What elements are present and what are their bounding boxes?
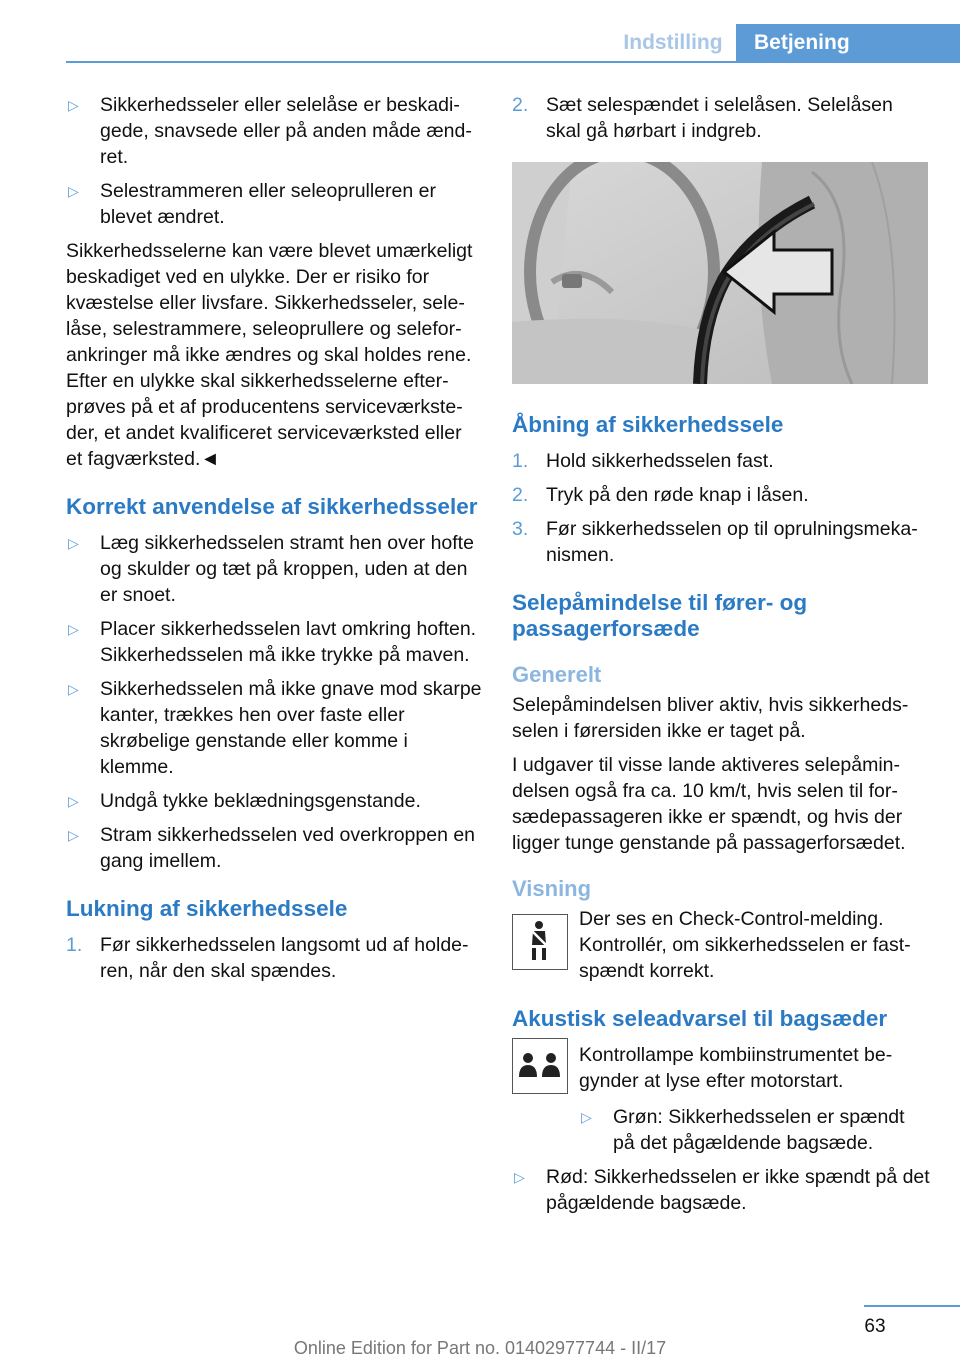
step-number: 3. — [512, 518, 529, 540]
step-text: Sæt selespændet i selelåsen. Selelåsen skal gå hørbart i indgreb. — [546, 94, 893, 142]
general-paragraph: Selepåmindelsen bliver aktiv, hvis sikkerhedsselen i førersiden ikke er taget på. — [512, 694, 909, 742]
edition-footer: Online Edition for Part no. 01402977744 - II/17 — [293, 1338, 667, 1358]
step-text: Tryk på den røde knap i låsen. — [546, 484, 809, 506]
bullet-icon: ▷ — [68, 183, 79, 199]
heading-acoustic: Akustisk seleadvarsel til bagsæder — [512, 1006, 888, 1031]
right-column — [512, 92, 930, 1224]
bullet-icon: ▷ — [68, 681, 79, 697]
display-row — [512, 906, 930, 984]
heading-reminder: Selepåmindelse til fører- og passagerforsæde — [512, 590, 808, 641]
list-item — [66, 530, 482, 608]
footer-rule — [864, 1305, 960, 1307]
left-column — [66, 92, 482, 992]
heading-opening: Åbning af sikkerhedssele — [512, 412, 784, 437]
warning-paragraph: Sikkerhedsselerne kan være blevet umærkeligt beskadiget ved en ulykke. Der er risiko for kvæstelse eller livsfare. Sikkerhedsseler, selelåse, selestrammere, seleoprullere og seleforankringer må ikke ændres og skal holdes rene. Efter en ulykke skal sikkerhedsselerne efterprøves på et af producentens serviceværksteder, et andet kvalificeret serviceværksted eller et fagværksted.◄ — [66, 240, 473, 470]
header-rule — [66, 61, 960, 63]
list-item-text: Sikkerhedsselen må ikke gnave mod skarpe kanter, trækkes hen over faste eller skrøbelige genstande eller komme i klemme. — [100, 678, 482, 778]
list-item — [66, 616, 482, 668]
bullet-icon: ▷ — [68, 97, 79, 113]
bullet-icon: ▷ — [68, 827, 79, 843]
step-item — [512, 482, 930, 508]
tab-indstilling[interactable]: Indstilling — [623, 31, 723, 54]
list-item-text: Rød: Sikkerhedsselen er ikke spændt på det pågældende bagsæde. — [546, 1166, 930, 1214]
bullet-icon: ▷ — [68, 793, 79, 809]
tab-betjening[interactable]: Betjening — [736, 24, 960, 62]
page-number: 63 — [864, 1316, 886, 1337]
step-text: Hold sikkerhedsselen fast. — [546, 450, 774, 472]
step-item — [512, 92, 930, 144]
bullet-icon: ▷ — [581, 1109, 592, 1125]
list-item — [579, 1104, 930, 1156]
seatbelt-warning-icon — [512, 914, 568, 970]
list-item-text: Læg sikkerhedsselen stramt hen over hofte og skulder og tæt på kroppen, uden at den er snoet. — [100, 532, 474, 606]
bullet-icon: ▷ — [68, 535, 79, 551]
list-item — [66, 178, 482, 230]
list-item-text: Sikkerhedsseler eller selelåse er beskadigede, snavsede eller på anden måde ændret. — [100, 94, 472, 168]
list-item-text: Stram sikkerhedsselen ved overkroppen en gang imellem. — [100, 824, 476, 872]
list-item — [512, 1164, 930, 1216]
heading-correct-use: Korrekt anvendelse af sikkerhedsseler — [66, 494, 478, 519]
car-interior-illustration — [512, 162, 928, 384]
list-item-text: Grøn: Sikkerhedsselen er spændt på det pågældende bagsæde. — [613, 1106, 905, 1154]
list-item-text: Selestrammeren eller seleoprulleren er blevet ændret. — [100, 180, 436, 228]
acoustic-text: Kontrollampe kombiinstrumentet begynder at lyse efter motorstart. — [579, 1044, 893, 1092]
bullet-icon: ▷ — [514, 1169, 525, 1185]
heading-closing: Lukning af sikkerhedssele — [66, 896, 348, 921]
list-item-text: Undgå tykke beklædningsgenstande. — [100, 790, 421, 812]
step-text: Før sikkerhedsselen op til oprulningsmekanismen. — [546, 518, 918, 566]
step-number: 2. — [512, 484, 529, 506]
bullet-icon: ▷ — [68, 621, 79, 637]
heading-general: Generelt — [512, 662, 602, 687]
step-item — [512, 448, 930, 474]
heading-display: Visning — [512, 876, 592, 901]
step-item — [512, 516, 930, 568]
step-number: 1. — [512, 450, 529, 472]
seatbelt-buckle-photo — [512, 162, 928, 384]
list-item — [66, 822, 482, 874]
acoustic-row — [512, 1042, 930, 1156]
list-item — [66, 788, 482, 814]
step-number: 2. — [512, 94, 529, 116]
display-text: Der ses en Check-Control-melding. Kontrollér, om sikkerhedsselen er fastspændt korrekt. — [579, 908, 911, 982]
general-paragraph: I udgaver til visse lande aktiveres selepåmindelsen også fra ca. 10 km/t, hvis selen til forsædepassageren ikke er spændt, og hvis der ligger tunge genstande på passagerforsædet. — [512, 754, 906, 854]
step-number: 1. — [66, 934, 83, 956]
list-item — [66, 92, 482, 170]
list-item-text: Placer sikkerhedsselen lavt omkring hoften. Sikkerhedsselen må ikke trykke på maven. — [100, 618, 477, 666]
step-text: Før sikkerhedsselen langsomt ud af holderen, når den skal spændes. — [100, 934, 469, 982]
rear-passengers-icon — [512, 1038, 568, 1094]
step-item — [66, 932, 482, 984]
list-item — [66, 676, 482, 780]
